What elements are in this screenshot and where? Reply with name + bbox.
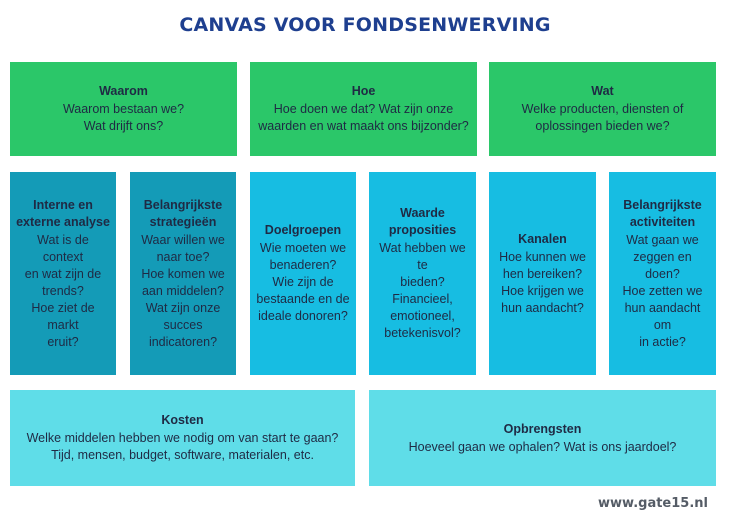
box-opbrengsten-heading: Opbrengsten	[503, 421, 582, 436]
footer-url: www.gate15.nl	[598, 496, 708, 511]
box-hoe	[250, 62, 477, 156]
box-kanalen-text: Hoe kunnen we hen bereiken? Hoe krijgen we hun aandacht?	[499, 249, 586, 315]
box-waarde-proposities	[369, 172, 476, 375]
box-belangrijkste-strategieen	[130, 172, 236, 375]
box-kosten-heading: Kosten	[161, 413, 204, 427]
box-waarom	[10, 62, 237, 156]
box-waarom-text: Waarom bestaan we? Wat drijft ons?	[62, 102, 185, 133]
box-waarom-heading: Waarom	[99, 84, 148, 98]
box-kosten-text: Welke middelen hebben we nodig om van start te gaan? Tijd, mensen, budget, software, materialen, etc.	[26, 431, 339, 462]
box-hoe-heading: Hoe	[351, 84, 376, 98]
box-opbrengsten	[369, 390, 716, 486]
box-interne-heading: Interne en externe analyse	[16, 197, 110, 229]
box-strategie-heading: Belangrijkste strategieën	[143, 197, 223, 229]
box-kosten	[10, 390, 355, 486]
box-waarde-text: Wat hebben we te bieden? Financieel, emotioneel, betekenisvol?	[379, 241, 466, 340]
box-wat	[489, 62, 716, 156]
box-activiteiten-text: Wat gaan we zeggen en doen? Hoe zetten we hun aandacht om in actie?	[622, 232, 703, 349]
box-doelgroepen	[250, 172, 356, 375]
box-kanalen	[489, 172, 596, 375]
box-belangrijkste-activiteiten	[609, 172, 716, 375]
box-interne-externe-analyse	[10, 172, 116, 375]
box-wat-text: Welke producten, diensten of oplossingen bieden we?	[521, 102, 684, 133]
box-activiteiten-heading: Belangrijkste activiteiten	[623, 197, 702, 229]
box-interne-text: Wat is de context en wat zijn de trends? Hoe ziet de markt eruit?	[24, 232, 102, 349]
box-kanalen-heading: Kanalen	[518, 231, 567, 246]
box-strategie-text: Waar willen we naar toe? Hoe komen we aan middelen? Wat zijn onze succes indicatoren?	[141, 232, 225, 349]
box-wat-heading: Wat	[591, 84, 614, 98]
box-waarde-heading: Waarde proposities	[388, 206, 457, 237]
box-doelgroepen-heading: Doelgroepen	[264, 223, 342, 237]
box-opbrengsten-text: Hoeveel gaan we ophalen? Wat is ons jaardoel?	[408, 439, 677, 454]
box-doelgroepen-text: Wie moeten we benaderen? Wie zijn de bestaande en de ideale donoren?	[256, 241, 350, 323]
box-hoe-text: Hoe doen we dat? Wat zijn onze waarden en wat maakt ons bijzonder?	[258, 102, 469, 133]
canvas-title: CANVAS VOOR FONDSENWERVING	[179, 14, 551, 36]
